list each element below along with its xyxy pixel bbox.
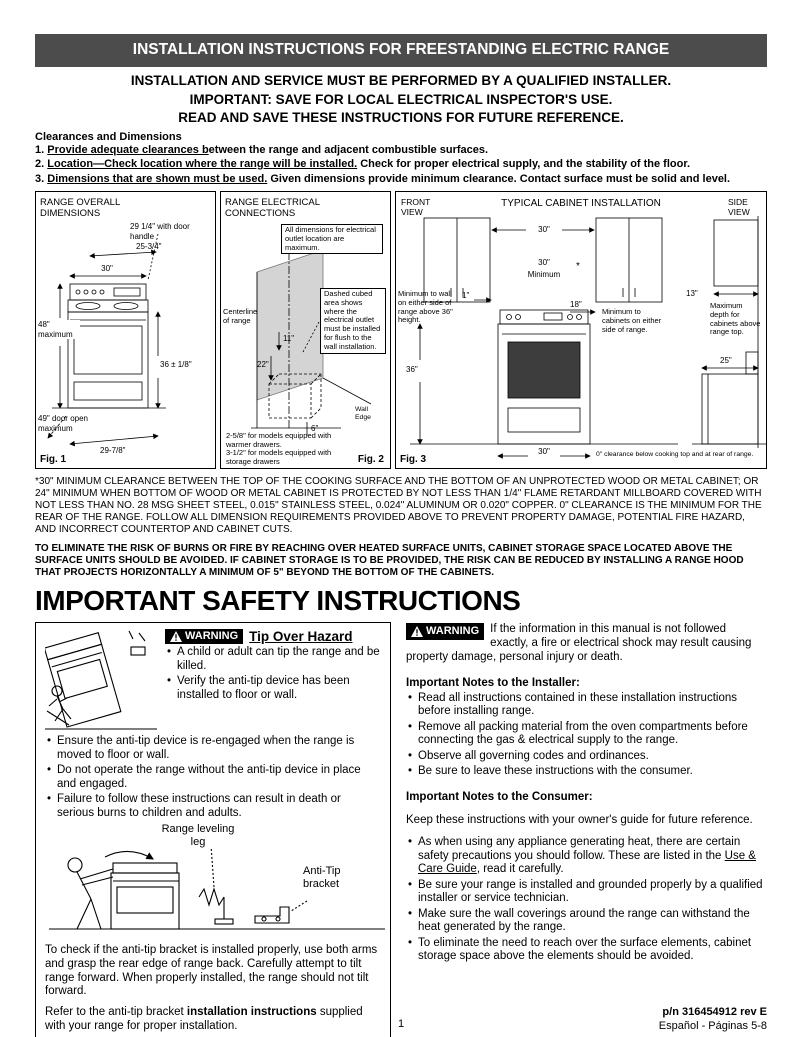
installer-notes-list — [406, 692, 767, 779]
anti-tip-check-illustration — [49, 849, 385, 937]
refer-text: supplied with your range for proper installation. — [45, 1006, 363, 1032]
figures-row — [35, 191, 767, 469]
item-lead: Provide adequate clearances b — [47, 143, 209, 156]
fig3-front-view-label: FRONT VIEW — [401, 197, 431, 217]
fig2-dim-22: 22" — [257, 360, 269, 369]
range-leveling-leg-label: Range leveling leg — [161, 823, 235, 848]
figure-1-range-overall-dimensions — [35, 191, 216, 469]
fig3-dim-cab-depth-13: 13" — [686, 289, 698, 298]
spanish-pages-note: Español - Páginas 5-8 — [658, 1019, 767, 1032]
fig2-note-all-dimensions: All dimensions for electrical outlet location are maximum. — [281, 224, 383, 254]
fig2-title: RANGE ELECTRICAL CONNECTIONS — [225, 197, 320, 219]
fig3-asterisk: * — [576, 261, 580, 272]
fig3-dim-cabinets-18: 18" — [570, 300, 582, 309]
bullet-item: • Verify the anti-tip device has been installed to floor or wall. — [165, 675, 381, 702]
fig2-note-dashed-area: Dashed cubed area shows where the electrical outlet must be installed for flush to the wall installation. — [320, 288, 386, 354]
anti-tip-bracket-label: Anti-Tip bracket — [303, 865, 341, 890]
bullet-text: As when using any appliance generating heat, there are certain safety precautions you should follow. These are listed in the — [418, 836, 741, 862]
bullet-item: • Failure to follow these instructions can result in death or serious burns to children and adults. — [45, 793, 381, 820]
warning-badge — [406, 623, 484, 640]
use-care-guide-reference: Use & Care Guide — [418, 849, 756, 876]
fig3-minimum-label: Minimum — [527, 270, 561, 279]
warning-badge — [165, 629, 243, 644]
burns-warning-paragraph: TO ELIMINATE THE RISK OF BURNS OR FIRE BY REACHING OVER HEATED SURFACE UNITS, CABINET STORAGE SPACE LOCATED ABOVE THE SURFACE UNITS SHOULD BE AVOIDED. IF CABINET STORAGE IS TO BE PROVIDED, THE RISK CAN BE REDUCED BY INSTALLING A RANGE HOOD THAT PROJECTS HORIZONTALLY A MINIMUM OF 5" BEYOND THE BOTTOM OF THE CABINETS. — [35, 543, 744, 578]
fig3-dim-height-36: 36" — [406, 365, 432, 375]
fig2-note-warmer-drawers: 2-5/8" for models equipped with warmer drawers. — [226, 431, 332, 449]
figure-2-range-electrical-connections — [220, 191, 391, 469]
item-number: 2. — [35, 158, 45, 170]
bullet-text: , read it carefully. — [476, 863, 564, 876]
refer-bold-text: installation instructions — [186, 1006, 317, 1019]
fig1-door-handle-dim: 29 1/4" with door handle — [130, 222, 190, 241]
bullet-item: • To eliminate the need to reach over the surface elements, cabinet storage space above the elements should be avoided. — [406, 937, 767, 964]
right-column — [406, 622, 767, 964]
safety-instructions-title: IMPORTANT SAFETY INSTRUCTIONS — [35, 585, 521, 616]
clearances-heading: Clearances and Dimensions — [35, 130, 182, 143]
bullet-item: • Observe all governing codes and ordinances. — [406, 750, 767, 764]
warning-triangle-icon — [411, 626, 423, 637]
document-title: INSTALLATION INSTRUCTIONS FOR FREESTANDING ELECTRIC RANGE — [132, 41, 670, 58]
fig3-note-wall: Minimum to wall on either side of range above 36" height. — [398, 289, 453, 325]
bullet-item — [406, 836, 767, 877]
consumer-intro: Keep these instructions with your owner's guide for future reference. — [406, 814, 753, 827]
fig3-dim-bottom-30: 30" — [538, 447, 550, 456]
notice-inspector-use: IMPORTANT: SAVE FOR LOCAL ELECTRICAL INSPECTOR'S USE. — [189, 91, 613, 107]
page-footer — [35, 1006, 767, 1037]
item-lead: Location—Check location where the range will be installed. — [47, 158, 358, 170]
fig1-width-dim: 30" — [101, 264, 113, 273]
item-lead: Dimensions that are shown must be used. — [47, 172, 268, 185]
consumer-notes-list — [406, 836, 767, 964]
fig3-title: TYPICAL CABINET INSTALLATION — [501, 198, 661, 209]
fig3-dim-counter-25: 25" — [720, 356, 744, 366]
fig3-caption: Fig. 3 — [400, 453, 427, 465]
clearance-item-3 — [35, 173, 767, 187]
figure-3-typical-cabinet-installation — [395, 191, 767, 469]
consumer-notes-heading: Important Notes to the Consumer: — [406, 790, 593, 803]
clearance-note-paragraph: *30" MINIMUM CLEARANCE BETWEEN THE TOP OF THE COOKING SURFACE AND THE BOTTOM OF AN UNPROTECTED WOOD OR METAL CABINET; OR 24" MINIMUM WHEN BOTTOM OF WOOD OR METAL CABINET IS PROTECTED BY NOT LESS THAN 1/4" FLAME RETARDANT MILLBOARD COVERED WITH NOT LESS THAN NO. 28 MSG SHEET STEEL, 0.015" STAINLESS STEEL, 0.024" ALUMINUM OR 0.020" COPPER. 0" CLEARANCE IS THE MINIMUM FOR THE REAR OF THE RANGE. FOLLOW ALL DIMENSION REQUIREMENTS PROVIDED ABOVE TO PREVENT PROPERTY DAMAGE, POTENTIAL FIRE HAZARD, AND INCORRECT COUNTERTOP AND CABINET CUTS. — [35, 476, 762, 535]
fig1-cooktop-height-dim: 36 ± 1/8" — [160, 360, 212, 370]
fig3-dim-center-30: 30" — [538, 258, 550, 267]
general-warning — [406, 622, 767, 665]
item-number: 3. — [35, 172, 45, 185]
tip-over-hazard-panel — [35, 622, 391, 1037]
bullet-item: • Remove all packing material from the oven compartments before connecting the gas & electrical supply to the range. — [406, 721, 767, 748]
notice-save-instructions: READ AND SAVE THESE INSTRUCTIONS FOR FUTURE REFERENCE. — [178, 110, 624, 125]
intro-notices — [35, 72, 767, 128]
fig2-dim-6: 6" — [311, 424, 319, 433]
tip-over-header-and-bullets — [165, 629, 381, 733]
warning-triangle-icon — [170, 631, 182, 642]
item-rest: etween the range and adjacent combustible surfaces. — [208, 143, 489, 156]
fig3-note-zero-clearance: 0" clearance below cooking top and at rear of range. — [596, 451, 754, 458]
fig3-note-cabinets: Minimum to cabinets on either side of range. — [602, 307, 662, 334]
fig3-side-view-label: SIDE VIEW — [728, 197, 750, 217]
fig2-dim-11: 11" — [283, 334, 295, 343]
part-number: p/n 316454912 rev E — [662, 1006, 767, 1018]
anti-tip-check-figure — [45, 823, 381, 937]
fig2-wall-edge-label: Wall Edge — [355, 406, 371, 421]
fig1-door-open-dim: 49" door open maximum — [38, 414, 88, 433]
fig3-dim-wall-1: 1" — [462, 291, 470, 300]
bullet-item: • A child or adult can tip the range and be killed. — [165, 646, 381, 673]
fig1-depth-dim: 29-7/8" — [100, 446, 126, 455]
installer-notes-heading: Important Notes to the Installer: — [406, 676, 580, 689]
bullet-item: • Be sure to leave these instructions with the consumer. — [406, 765, 767, 779]
bullet-item: • Do not operate the range without the anti-tip device in place and engaged. — [45, 764, 381, 791]
tip-over-top-section — [45, 629, 381, 733]
general-warning-text: If the information in this manual is not followed exactly, a fire or electrical shock may result causing property damage, personal injury or death. — [406, 623, 752, 664]
refer-text: Refer to the anti-tip bracket — [45, 1006, 187, 1019]
clearance-item-1 — [35, 144, 767, 158]
fig2-centerline-label: Centerline of range — [223, 307, 258, 325]
fig1-height-dim: 48" maximum — [38, 320, 80, 339]
tip-over-warning-row — [165, 629, 381, 644]
fig2-note-storage-drawers: 3-1/2" for models equipped with storage drawers — [226, 448, 332, 466]
bullet-item: • Be sure your range is installed and grounded properly by a qualified installer or service technician. — [406, 879, 767, 906]
safety-columns — [35, 622, 767, 1037]
item-number: 1. — [35, 143, 45, 156]
clearance-item-2 — [35, 158, 767, 172]
fig1-caption: Fig. 1 — [40, 453, 67, 465]
fig2-caption: Fig. 2 — [357, 453, 384, 465]
fig1-top-depth-dim: 25-3/4" — [136, 242, 162, 251]
document-title-bar — [35, 34, 767, 67]
item-rest: Check for proper electrical supply, and the stability of the floor. — [357, 158, 691, 170]
warning-badge-label: WARNING — [185, 630, 239, 642]
bullet-item: • Make sure the wall coverings around the range can withstand the heat generated by the range. — [406, 908, 767, 935]
page-number: 1 — [397, 1018, 405, 1030]
tip-over-top-bullets — [165, 646, 381, 702]
notice-qualified-installer: INSTALLATION AND SERVICE MUST BE PERFORMED BY A QUALIFIED INSTALLER. — [130, 73, 672, 88]
item-rest: Given dimensions provide minimum clearance. Contact surface must be solid and level. — [267, 172, 731, 185]
bullet-item: • Read all instructions contained in these installation instructions before installing range. — [406, 692, 767, 719]
fig3-note-depth: Maximum depth for cabinets above range top. — [710, 301, 761, 337]
footer-part-info — [659, 1006, 767, 1033]
fig1-title: RANGE OVERALL DIMENSIONS — [40, 197, 120, 219]
tip-over-full-bullets — [45, 735, 381, 820]
anti-tip-check-paragraph: To check if the anti-tip bracket is installed properly, use both arms and grasp the rear edge of range back. Carefully attempt to tilt range forward. When properly installed, the range should not tilt forward. — [45, 944, 378, 998]
tip-over-hazard-heading: Tip Over Hazard — [249, 629, 353, 644]
tip-over-hazard-illustration — [45, 629, 161, 733]
bullet-item: • Ensure the anti-tip device is re-engaged when the range is moved to floor or wall. — [45, 735, 381, 762]
fig3-dim-top-30: 30" — [538, 225, 550, 234]
warning-badge-label: WARNING — [426, 625, 480, 637]
